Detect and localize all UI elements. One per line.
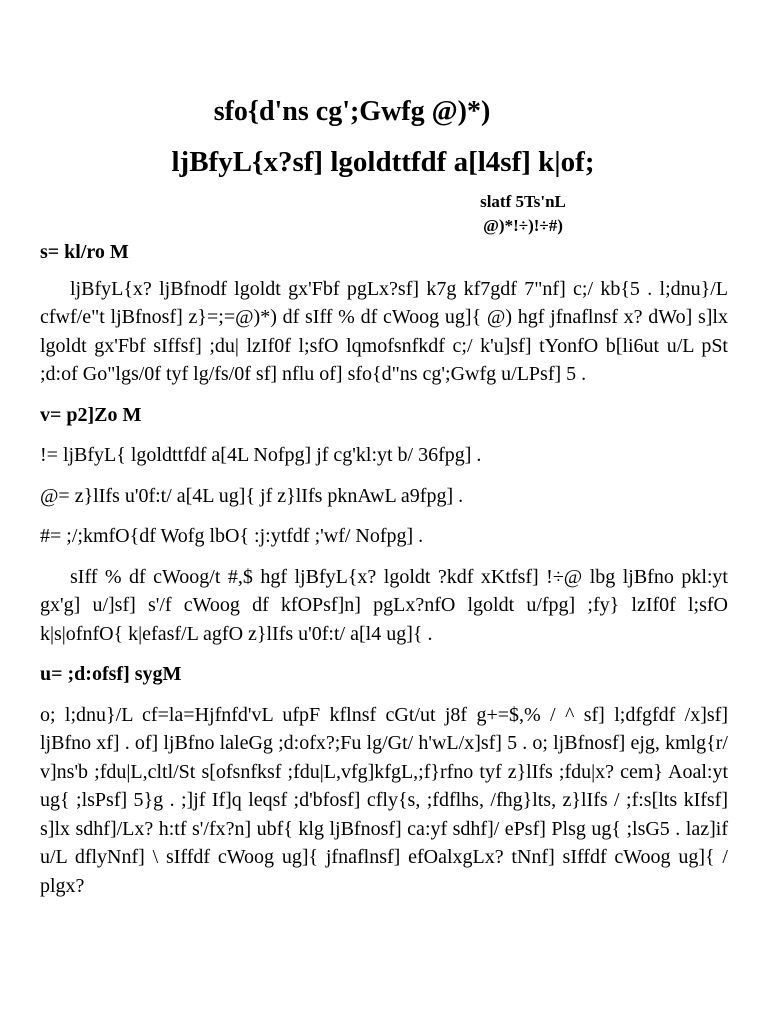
document-body bbox=[40, 238, 728, 900]
title-line-1-text: sfo{d'ns cg';Gwfg @)*) bbox=[213, 96, 491, 127]
problem-paragraph: o; l;dnu}/L cf=la=Hjfnfd'vL ufpF kflnsf cGt/ut j8f g+=$,% / ^ sf] l;dfgfdf /x]sf] ljBfno xf] . of] ljBfno laleGg ;d:ofx?;Fu lg/Gt/ h'wL/x]sf] 5 . o; ljBfnosf] ejg, kmlg{r/ v]ns'b ;fdu|L,cltl/St s[ofsnfksf ;fdu|L,vfg]kfgL,;f}rfno tyf z}lIfs ;fdu|x? cem} Aoal:yt ug{ ;lsPsf] 5}g . ;]jf If]q leqsf ;d'bfosf] cfly{s, ;fdflhs, /fhg}lts, z}lIfs / ;f:s[lts kIfsf] s]lx sdhf]/Lx? h:tf s'/fx?n] ubf{ klg ljBfnosf] ca:yf sdhf]/ ePsf] Plsg ug{ ;lsG5 . laz]if u/L dflyNnf] \ sIffdf cWoog ug]{ jfnaflnsf] efOalxgLx? tNnf] sIffdf cWoog ug]{ / plgx? bbox=[40, 703, 728, 897]
objectives-paragraph: sIff % df cWoog/t #,$ hgf ljBfyL{x? lgoldt ?kdf xKtfsf] !÷@ lbg ljBfno pkl:yt gx'g] u/]sf] s'/f cWoog df kfOPsf]n] pgLx?nfO lgoldt u/fpg] ;fy} lzIf0f l;sfO k|s|ofnfO{ k|efasf/L agfO z}lIfs u'0f:t/ a[l4 ug]{ . bbox=[40, 565, 728, 645]
author-date: @)*!÷)!÷#) bbox=[483, 216, 563, 235]
objective-item-2: @= z}lIfs u'0f:t/ a[4L ug]{ jf z}lIfs pknAwL a9fpg] . bbox=[40, 484, 464, 507]
section-heading-problem: u= ;d:ofsf] sygM bbox=[40, 663, 182, 685]
introduction-paragraph: ljBfyL{x? ljBfnodf lgoldt gx'Fbf pgLx?sf] k7g kf7gdf 7"nf] c;/ kb{5 . l;dnu}/L cfwf/e"t ljBfnosf] z}=;=@)*) df sIff % df cWoog ug]{ @) hgf jfnaflnsf x? dWo] s]lx lgoldt gx'Fbf sIffsf] ;du| lzIf0f l;sfO lqmofsnfkdf c;/ k'u]sf] tYonfO b[li6ut u/L pSt ;d:of Go"lgs/0f tyf lg/fs/0f sf] nflu of] sfo{d"ns cg';Gwfg u/LPsf] 5 . bbox=[40, 277, 728, 385]
title-line-2-text: ljBfyL{x?sf] lgoldttfdf a[l4sf] k|of; bbox=[171, 146, 595, 178]
title-line-2 bbox=[0, 142, 768, 182]
section-heading-objectives: v= p2]Zo M bbox=[40, 403, 142, 426]
objective-item-1: != ljBfyL{ lgoldttfdf a[4L Nofpg] jf cg'kl:yt b/ 36fpg] . bbox=[40, 444, 482, 466]
objective-item-3: #= ;/;kmfO{df Wofg lbO{ :j:ytfdf ;'wf/ Nofpg] . bbox=[40, 525, 424, 547]
section-heading-introduction: s= kl/ro M bbox=[40, 241, 129, 263]
author-block bbox=[456, 190, 590, 238]
title-line-1 bbox=[0, 92, 768, 132]
author-name: slatf 5Ts'nL bbox=[480, 192, 566, 211]
